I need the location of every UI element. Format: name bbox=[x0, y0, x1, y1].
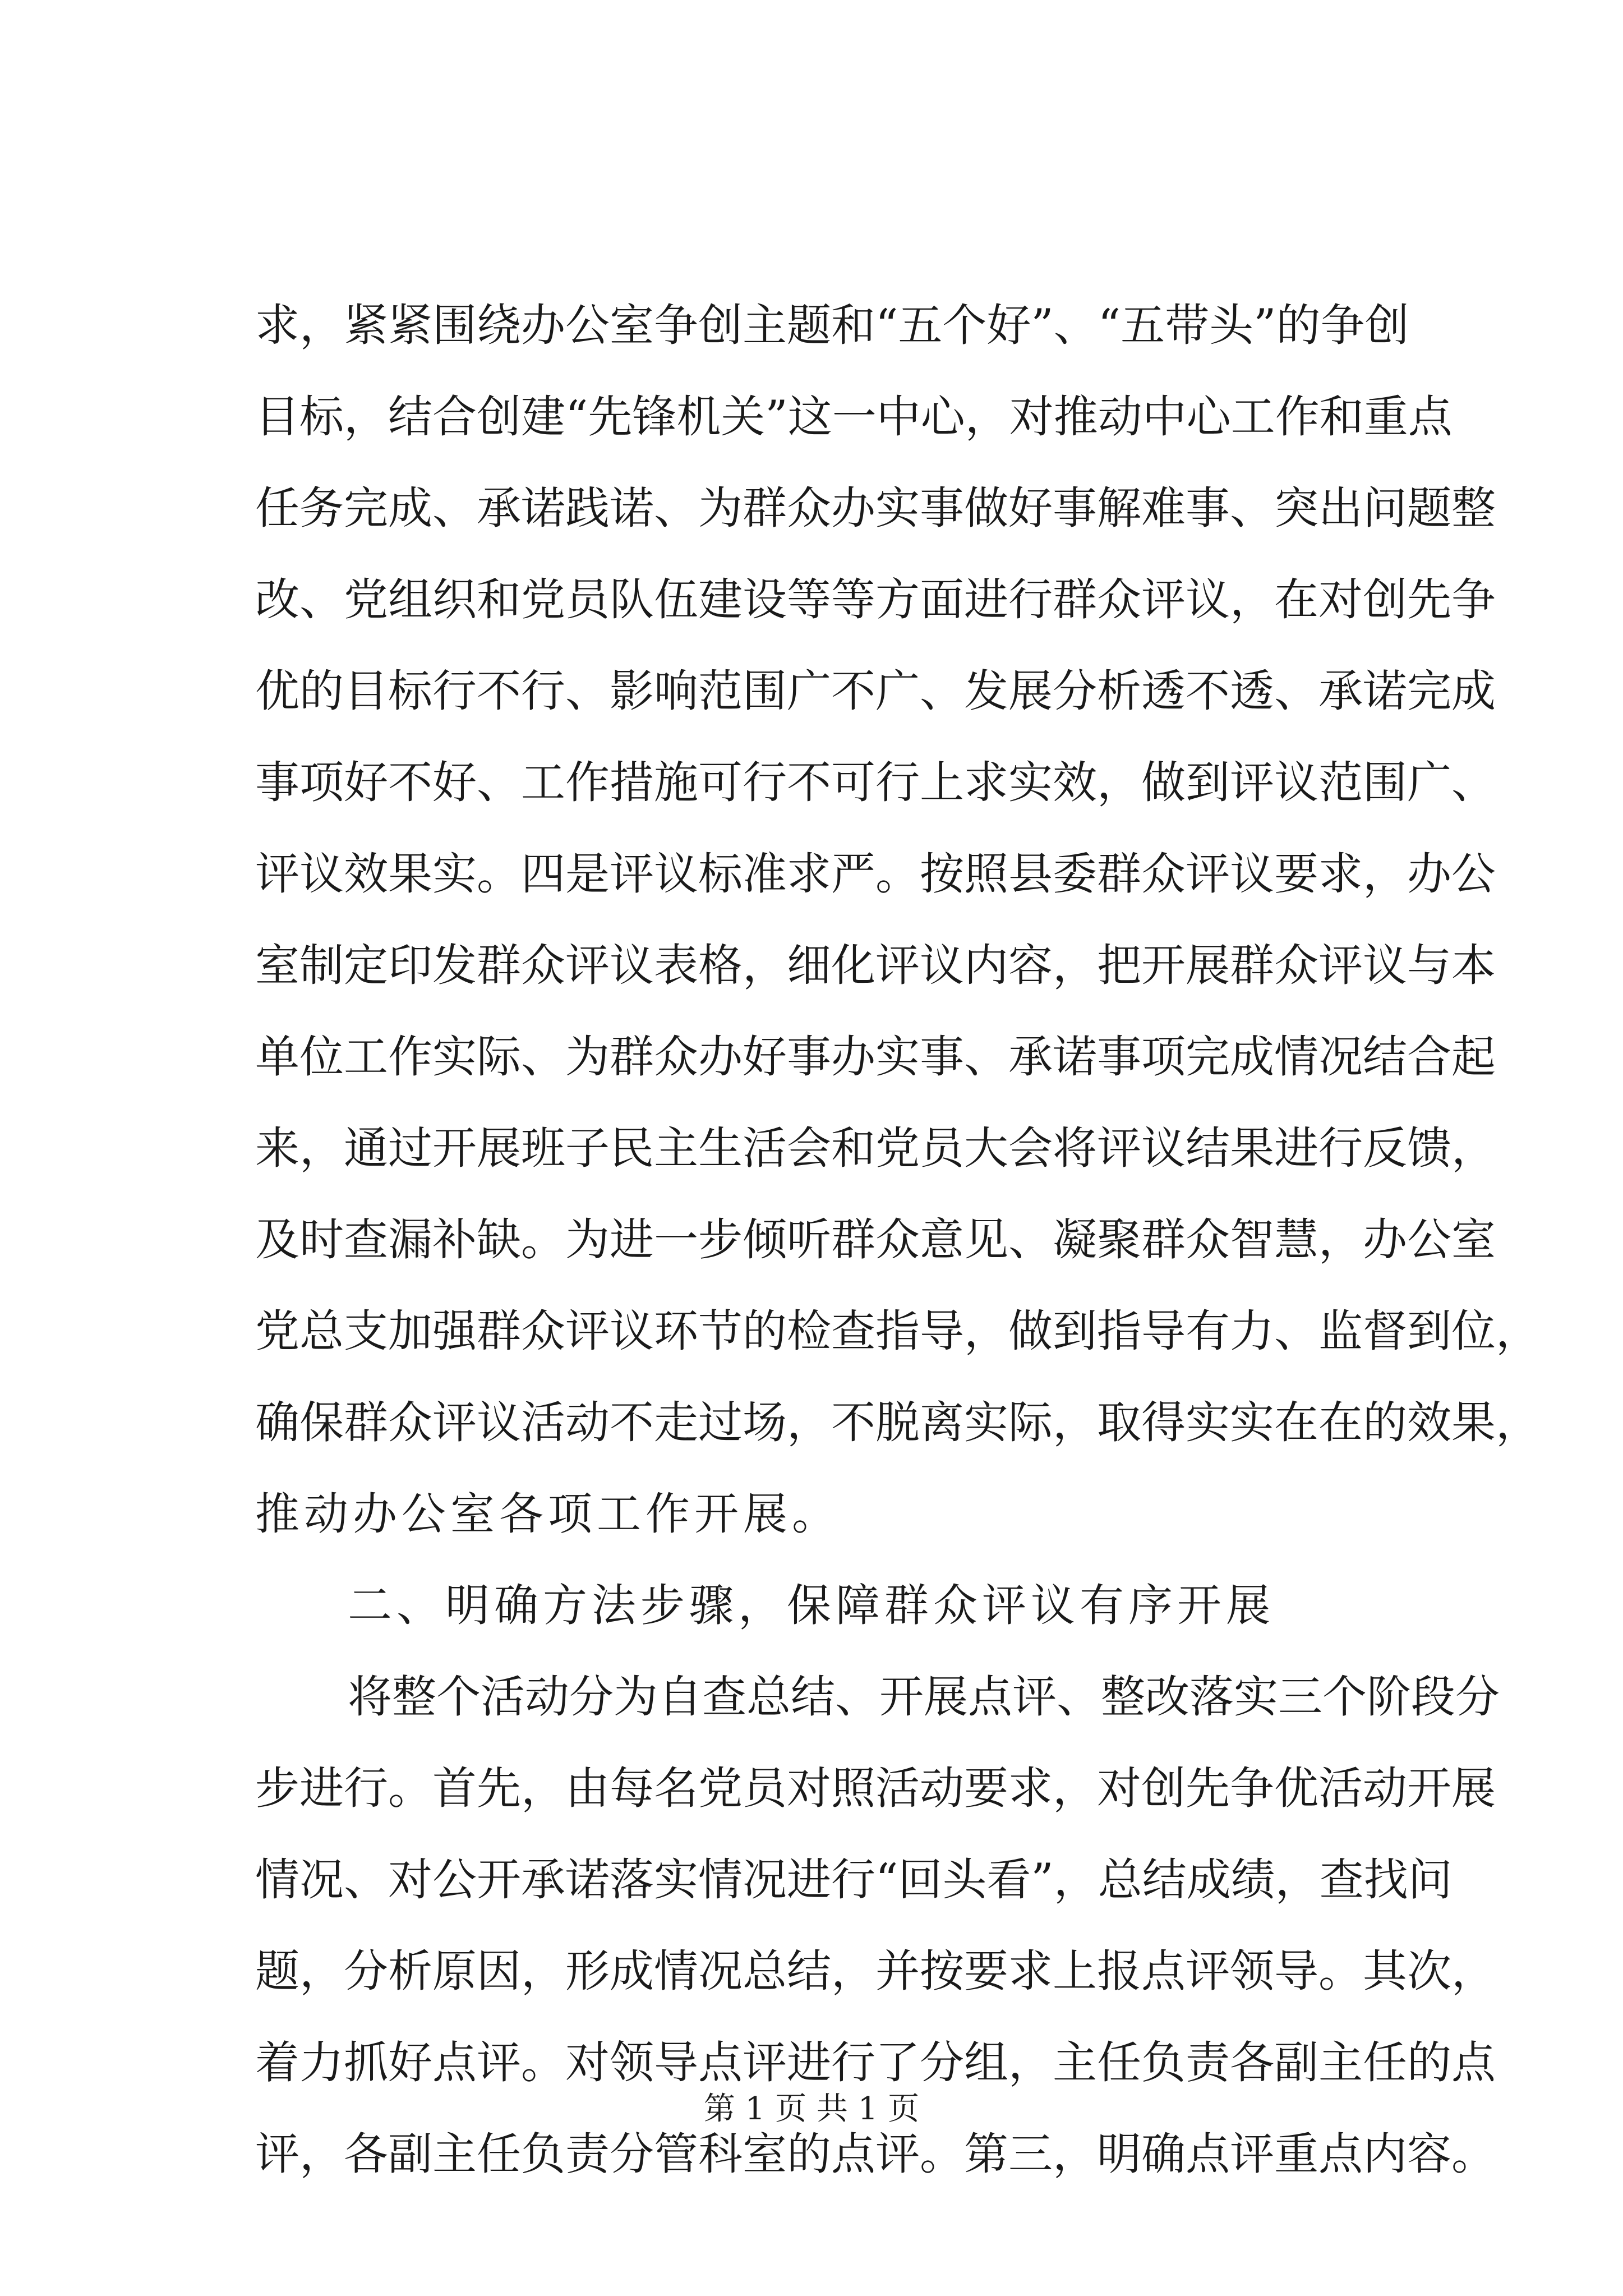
text-line: 求 ， 紧 紧 围 绕 办 公 室 争 创 主 题 和 “ 五 个 好 ” 、 “ 五 带 头 ” 的 争 创 bbox=[255, 300, 1409, 351]
text-line: 将 整 个 活 动 分 为 自 查 总 结 、 开 展 点 评 、 整 改 落 实 三 个 阶 段 分 bbox=[348, 1671, 1500, 1723]
text-line: 推动办公室各项工作开展。 bbox=[255, 1488, 841, 1540]
text-line: 来 ， 通 过 开 展 班 子 民 主 生 活 会 和 党 员 大 会 将 评 议 结 果 进 行 反 馈 ， bbox=[255, 1122, 1496, 1174]
text-line: 优 的 目 标 行 不 行 、 影 响 范 围 广 不 广 、 发 展 分 析 透 不 透 、 承 诺 完 成 bbox=[255, 665, 1496, 717]
text-line: 评 议 效 果 实 。 四 是 评 议 标 准 求 严 。 按 照 县 委 群 众 评 议 要 求 ， 办 公 bbox=[255, 848, 1496, 900]
text-line: 确 保 群 众 评 议 活 动 不 走 过 场 ， 不 脱 离 实 际 ， 取 得 实 实 在 在 的 效 果 ， bbox=[255, 1397, 1540, 1448]
text-line: 事 项 好 不 好 、 工 作 措 施 可 行 不 可 行 上 求 实 效 ， 做 到 评 议 范 围 广 、 bbox=[255, 757, 1496, 808]
text-line: 改 、 党 组 织 和 党 员 队 伍 建 设 等 等 方 面 进 行 群 众 评 议 ， 在 对 创 先 争 bbox=[255, 574, 1496, 625]
text-line: 步 进 行 。 首 先 ， 由 每 名 党 员 对 照 活 动 要 求 ， 对 创 先 争 优 活 动 开 展 bbox=[255, 1763, 1496, 1814]
text-line: 评 ， 各 副 主 任 负 责 分 管 科 室 的 点 评 。 第 三 ， 明 确 点 评 重 点 内 容 。 bbox=[255, 2128, 1496, 2180]
text-line: 单 位 工 作 实 际 、 为 群 众 办 好 事 办 实 事 、 承 诺 事 项 完 成 情 况 结 合 起 bbox=[255, 1031, 1496, 1083]
text-line: 任 务 完 成 、 承 诺 践 诺 、 为 群 众 办 实 事 做 好 事 解 难 事 、 突 出 问 题 整 bbox=[255, 482, 1496, 534]
page-footer bbox=[0, 2087, 1623, 2132]
text-line: 情 况 、 对 公 开 承 诺 落 实 情 况 进 行 “ 回 头 看 ” ， 总 结 成 绩 ， 查 找 问 bbox=[255, 1854, 1453, 1906]
text-line: 着 力 抓 好 点 评 。 对 领 导 点 评 进 行 了 分 组 ， 主 任 负 责 各 副 主 任 的 点 bbox=[255, 2037, 1496, 2088]
text-line: 室 制 定 印 发 群 众 评 议 表 格 ， 细 化 评 议 内 容 ， 把 开 展 群 众 评 议 与 本 bbox=[255, 940, 1496, 991]
text-line: 党 总 支 加 强 群 众 评 议 环 节 的 检 查 指 导 ， 做 到 指 导 有 力 、 监 督 到 位 ， bbox=[255, 1305, 1540, 1357]
text-line: 目 标 ， 结 合 创 建 “ 先 锋 机 关 ” 这 一 中 心 ， 对 推 动 中 心 工 作 和 重 点 bbox=[255, 391, 1453, 443]
section-heading: 二、明确方法步骤，保障群众评议有序开展 bbox=[348, 1580, 1275, 1631]
page-number-label: 第 1 页 共 1 页 bbox=[703, 2091, 920, 2127]
text-line: 及 时 查 漏 补 缺 。 为 进 一 步 倾 听 群 众 意 见 、 凝 聚 群 众 智 慧 ， 办 公 室 bbox=[255, 1214, 1496, 1266]
text-line: 题 ， 分 析 原 因 ， 形 成 情 况 总 结 ， 并 按 要 求 上 报 点 评 领 导 。 其 次 ， bbox=[255, 1945, 1496, 1997]
